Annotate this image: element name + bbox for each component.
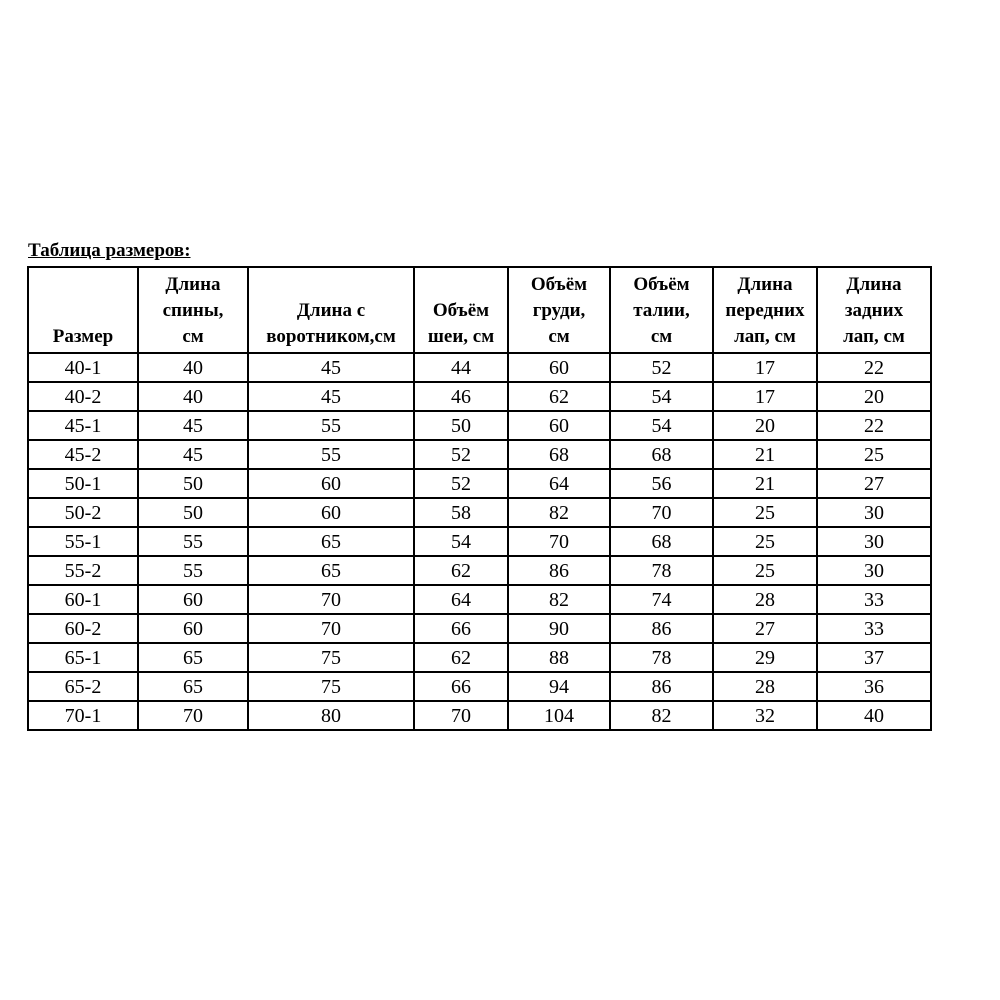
column-header-size	[28, 267, 138, 353]
table-row	[28, 498, 931, 527]
cell-hind-leg-length: 30	[817, 556, 931, 585]
column-header-line: см	[548, 326, 570, 347]
cell-waist-girth: 54	[610, 382, 713, 411]
cell-hind-leg-length: 20	[817, 382, 931, 411]
cell-length-with-collar: 55	[248, 411, 414, 440]
column-header-line: спины,	[162, 300, 224, 321]
cell-neck-girth: 46	[414, 382, 508, 411]
cell-neck-girth: 52	[414, 469, 508, 498]
cell-chest-girth: 60	[508, 353, 610, 382]
column-header-hind-leg-length	[817, 267, 931, 353]
cell-front-leg-length: 29	[713, 643, 817, 672]
cell-front-leg-length: 32	[713, 701, 817, 730]
cell-waist-girth: 86	[610, 614, 713, 643]
cell-length-with-collar: 65	[248, 556, 414, 585]
column-header-line: шеи, см	[427, 326, 495, 347]
cell-neck-girth: 70	[414, 701, 508, 730]
cell-neck-girth: 64	[414, 585, 508, 614]
table-row	[28, 643, 931, 672]
cell-chest-girth: 64	[508, 469, 610, 498]
cell-back-length: 60	[138, 585, 248, 614]
column-header-line: см	[650, 326, 673, 347]
table-row	[28, 585, 931, 614]
cell-chest-girth: 104	[508, 701, 610, 730]
cell-hind-leg-length: 33	[817, 614, 931, 643]
cell-neck-girth: 58	[414, 498, 508, 527]
cell-front-leg-length: 27	[713, 614, 817, 643]
cell-hind-leg-length: 33	[817, 585, 931, 614]
column-header-line: передних	[725, 300, 805, 321]
cell-hind-leg-length: 27	[817, 469, 931, 498]
cell-hind-leg-length: 30	[817, 527, 931, 556]
cell-length-with-collar: 75	[248, 672, 414, 701]
cell-hind-leg-length: 25	[817, 440, 931, 469]
cell-back-length: 45	[138, 440, 248, 469]
cell-back-length: 50	[138, 498, 248, 527]
size-table	[27, 266, 932, 731]
cell-chest-girth: 60	[508, 411, 610, 440]
cell-hind-leg-length: 37	[817, 643, 931, 672]
cell-length-with-collar: 80	[248, 701, 414, 730]
cell-back-length: 45	[138, 411, 248, 440]
cell-front-leg-length: 28	[713, 672, 817, 701]
column-header-back-length	[138, 267, 248, 353]
cell-size: 50-1	[28, 469, 138, 498]
cell-size: 65-1	[28, 643, 138, 672]
cell-back-length: 55	[138, 556, 248, 585]
cell-chest-girth: 70	[508, 527, 610, 556]
cell-hind-leg-length: 40	[817, 701, 931, 730]
cell-front-leg-length: 25	[713, 527, 817, 556]
cell-back-length: 65	[138, 643, 248, 672]
cell-size: 55-2	[28, 556, 138, 585]
table-row	[28, 527, 931, 556]
cell-chest-girth: 88	[508, 643, 610, 672]
column-header-line: Объём	[633, 274, 690, 295]
table-row	[28, 614, 931, 643]
cell-size: 60-1	[28, 585, 138, 614]
cell-size: 45-2	[28, 440, 138, 469]
cell-front-leg-length: 21	[713, 440, 817, 469]
table-row	[28, 701, 931, 730]
cell-chest-girth: 68	[508, 440, 610, 469]
cell-size: 50-2	[28, 498, 138, 527]
cell-neck-girth: 52	[414, 440, 508, 469]
column-header-line: талии,	[633, 300, 690, 321]
cell-chest-girth: 82	[508, 585, 610, 614]
cell-length-with-collar: 60	[248, 498, 414, 527]
cell-length-with-collar: 45	[248, 382, 414, 411]
cell-waist-girth: 70	[610, 498, 713, 527]
column-header-line: Длина	[165, 274, 221, 295]
cell-length-with-collar: 45	[248, 353, 414, 382]
column-header-line: лап, см	[734, 326, 796, 347]
cell-back-length: 55	[138, 527, 248, 556]
cell-neck-girth: 66	[414, 672, 508, 701]
cell-length-with-collar: 55	[248, 440, 414, 469]
table-row	[28, 411, 931, 440]
cell-back-length: 50	[138, 469, 248, 498]
cell-front-leg-length: 28	[713, 585, 817, 614]
column-header-line: лап, см	[843, 326, 905, 347]
column-header-line: воротником,см	[266, 326, 396, 347]
cell-hind-leg-length: 22	[817, 411, 931, 440]
cell-neck-girth: 50	[414, 411, 508, 440]
cell-waist-girth: 78	[610, 556, 713, 585]
table-row	[28, 382, 931, 411]
cell-length-with-collar: 70	[248, 585, 414, 614]
column-header-front-leg-length	[713, 267, 817, 353]
column-header-line: груди,	[532, 300, 586, 321]
column-header-line: Длина	[737, 274, 793, 295]
cell-neck-girth: 66	[414, 614, 508, 643]
cell-length-with-collar: 75	[248, 643, 414, 672]
header-row	[28, 267, 931, 353]
cell-waist-girth: 54	[610, 411, 713, 440]
cell-waist-girth: 86	[610, 672, 713, 701]
cell-front-leg-length: 21	[713, 469, 817, 498]
cell-length-with-collar: 60	[248, 469, 414, 498]
cell-front-leg-length: 25	[713, 498, 817, 527]
cell-neck-girth: 54	[414, 527, 508, 556]
cell-front-leg-length: 25	[713, 556, 817, 585]
column-header-line: Длина	[846, 274, 902, 295]
cell-chest-girth: 62	[508, 382, 610, 411]
table-row	[28, 556, 931, 585]
table-title: Таблица размеров:	[28, 240, 191, 261]
cell-front-leg-length: 17	[713, 382, 817, 411]
table-row	[28, 469, 931, 498]
cell-neck-girth: 44	[414, 353, 508, 382]
column-header-chest-girth	[508, 267, 610, 353]
cell-neck-girth: 62	[414, 643, 508, 672]
cell-hind-leg-length: 30	[817, 498, 931, 527]
column-header-line: Объём	[530, 274, 588, 295]
table-row	[28, 440, 931, 469]
cell-size: 55-1	[28, 527, 138, 556]
column-header-length-with-collar	[248, 267, 414, 353]
column-header-line: Объём	[432, 300, 490, 321]
column-header-neck-girth	[414, 267, 508, 353]
cell-hind-leg-length: 22	[817, 353, 931, 382]
cell-chest-girth: 90	[508, 614, 610, 643]
cell-chest-girth: 94	[508, 672, 610, 701]
cell-size: 40-1	[28, 353, 138, 382]
cell-length-with-collar: 70	[248, 614, 414, 643]
cell-size: 70-1	[28, 701, 138, 730]
column-header-line: задних	[844, 300, 904, 321]
cell-chest-girth: 86	[508, 556, 610, 585]
column-header-line: Размер	[52, 326, 114, 347]
cell-waist-girth: 82	[610, 701, 713, 730]
column-header-line: Длина с	[296, 300, 366, 321]
cell-waist-girth: 56	[610, 469, 713, 498]
cell-back-length: 40	[138, 353, 248, 382]
cell-back-length: 40	[138, 382, 248, 411]
cell-size: 45-1	[28, 411, 138, 440]
cell-waist-girth: 52	[610, 353, 713, 382]
cell-front-leg-length: 20	[713, 411, 817, 440]
table-row	[28, 353, 931, 382]
cell-hind-leg-length: 36	[817, 672, 931, 701]
table-row	[28, 672, 931, 701]
cell-size: 40-2	[28, 382, 138, 411]
cell-waist-girth: 78	[610, 643, 713, 672]
cell-waist-girth: 68	[610, 527, 713, 556]
cell-size: 65-2	[28, 672, 138, 701]
table-header	[28, 267, 931, 353]
cell-back-length: 65	[138, 672, 248, 701]
cell-front-leg-length: 17	[713, 353, 817, 382]
cell-size: 60-2	[28, 614, 138, 643]
cell-back-length: 70	[138, 701, 248, 730]
column-header-line: см	[182, 326, 204, 347]
table-body	[28, 353, 931, 730]
column-header-waist-girth	[610, 267, 713, 353]
cell-neck-girth: 62	[414, 556, 508, 585]
cell-back-length: 60	[138, 614, 248, 643]
cell-chest-girth: 82	[508, 498, 610, 527]
cell-length-with-collar: 65	[248, 527, 414, 556]
cell-waist-girth: 74	[610, 585, 713, 614]
cell-waist-girth: 68	[610, 440, 713, 469]
